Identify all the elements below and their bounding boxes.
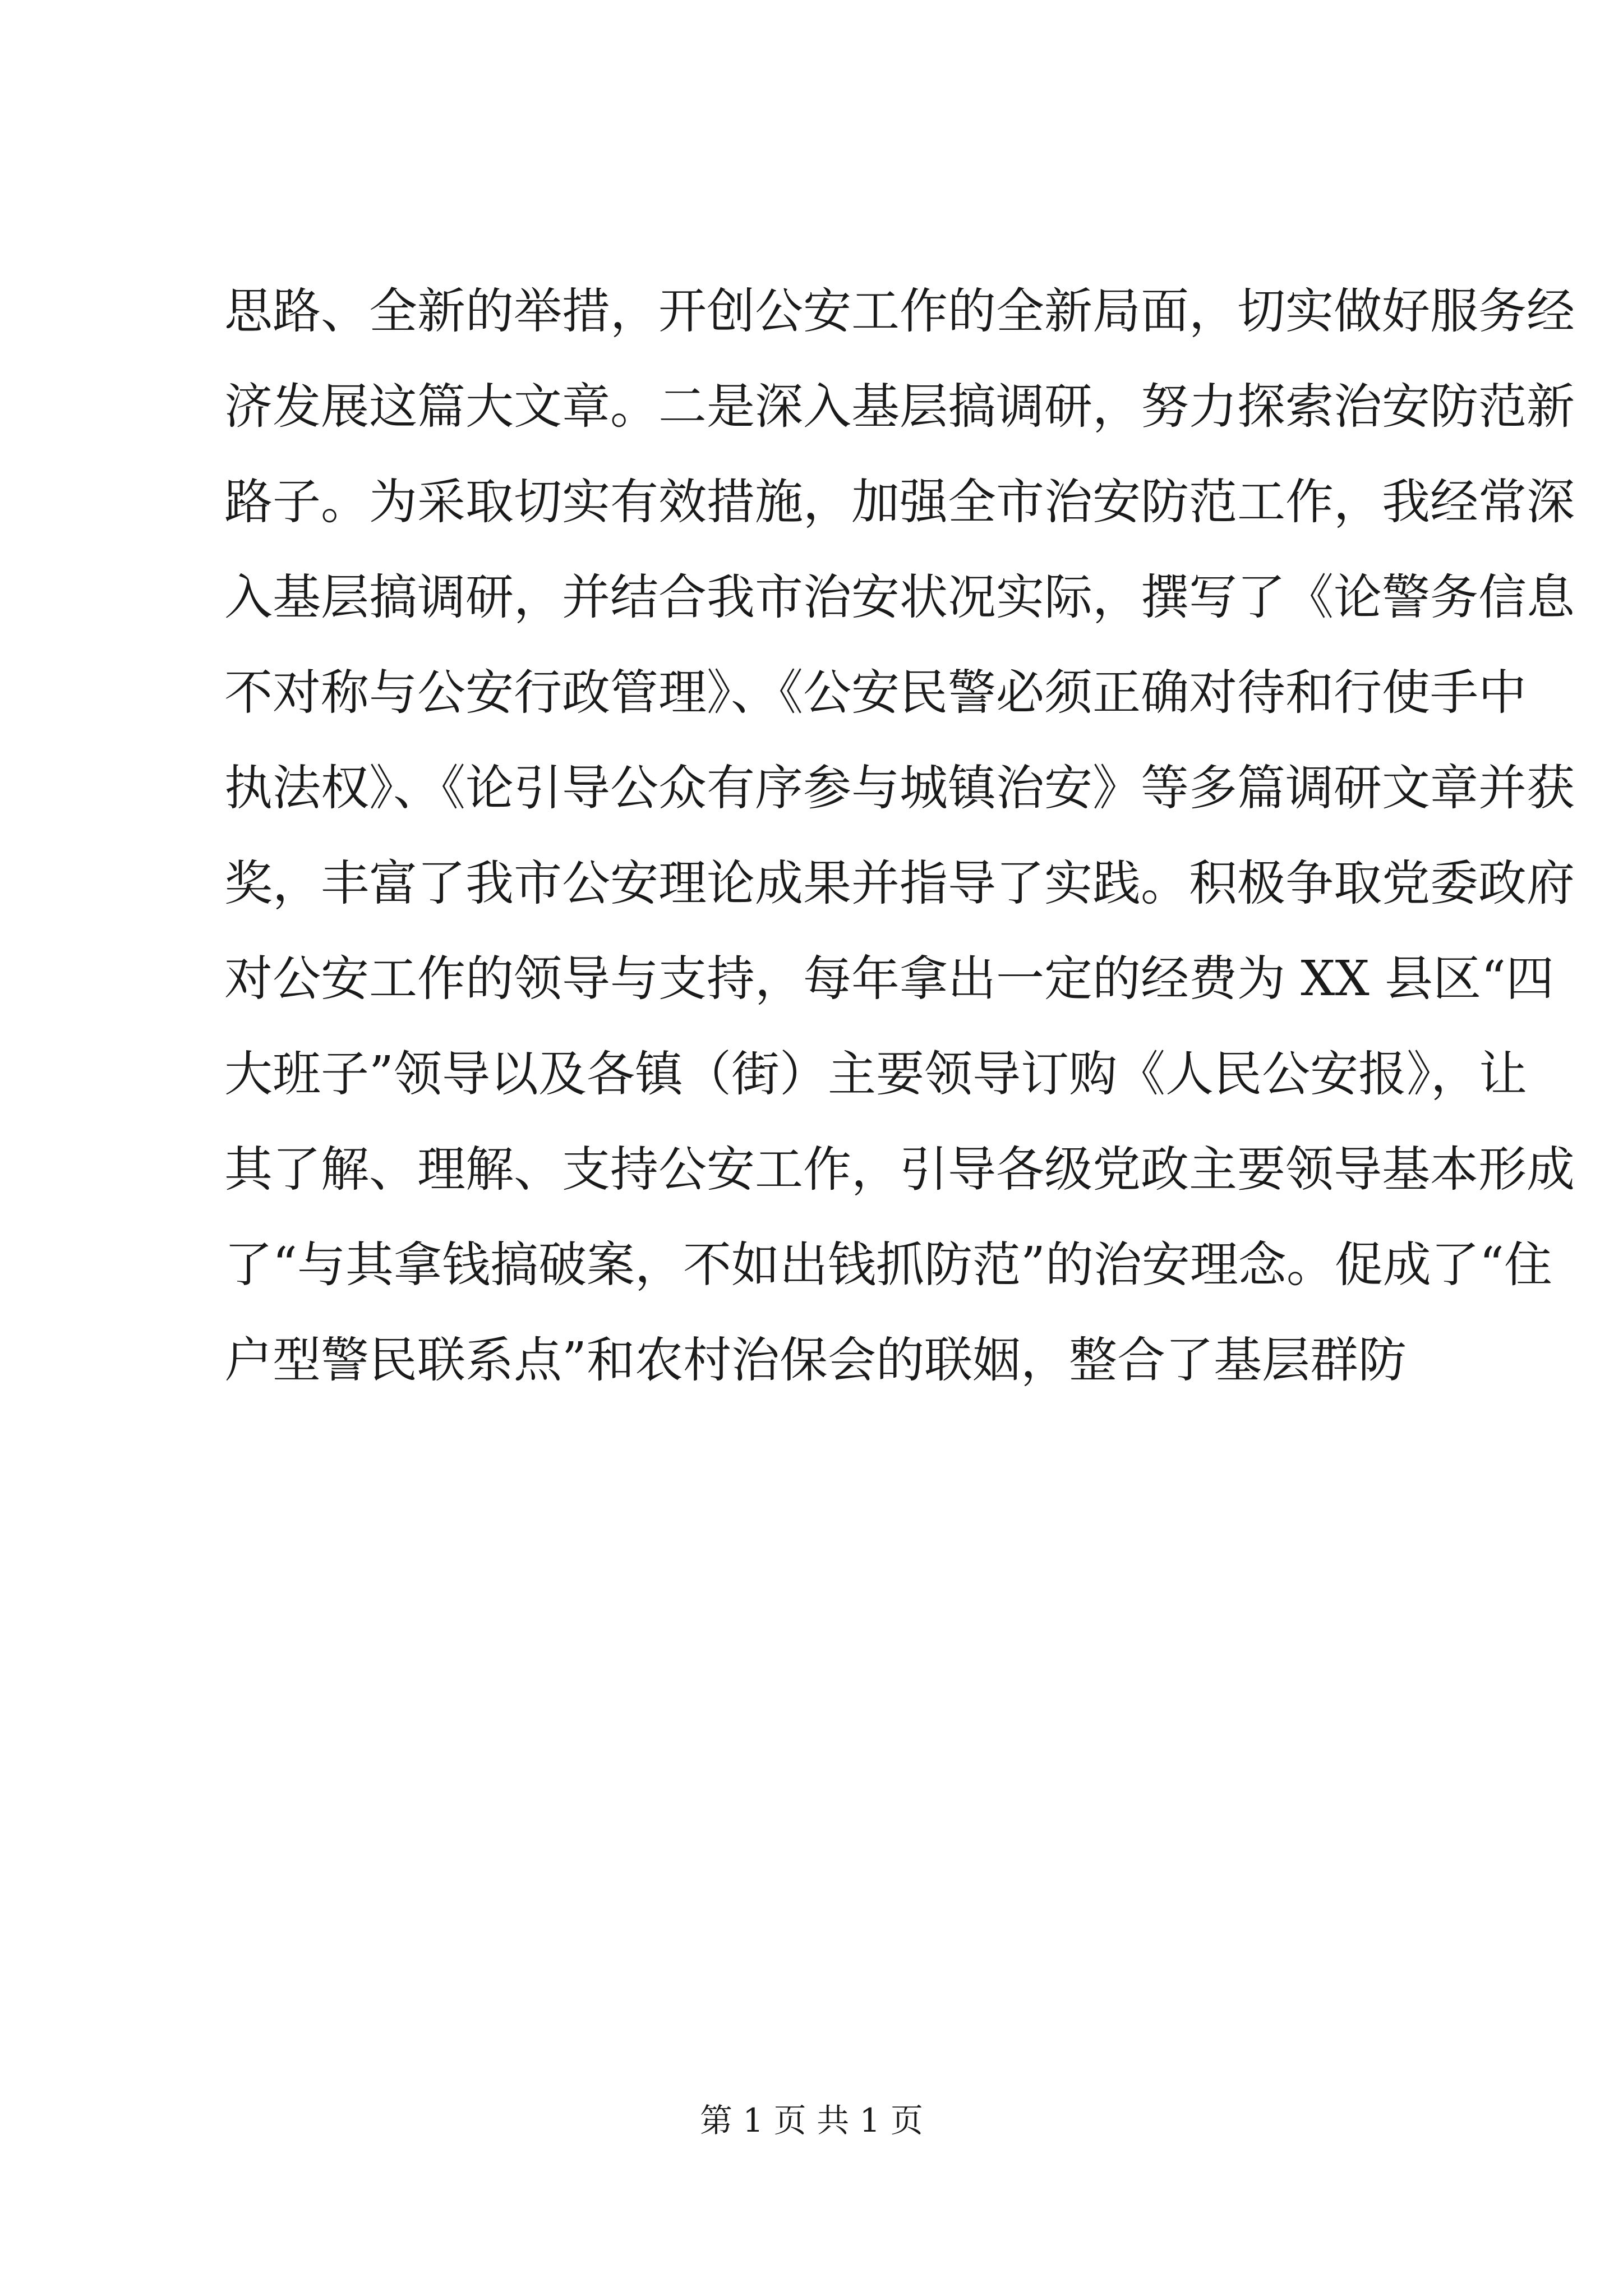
text-line: 路子。为采取切实有效措施，加强全市治安防范工作，我经常深 bbox=[224, 474, 1575, 530]
text-line: 大班子”领导以及各镇（街）主要领导订购《人民公安报》，让 bbox=[224, 1046, 1527, 1102]
text-line: 奖，丰富了我市公安理论成果并指导了实践。积极争取党委政府 bbox=[224, 855, 1575, 912]
text-line: 执法权》、《论引导公众有序参与城镇治安》等多篇调研文章并获 bbox=[224, 760, 1575, 816]
text-line: 不对称与公安行政管理》、《公安民警必须正确对待和行使手中 bbox=[224, 665, 1527, 721]
text-line: 济发展这篇大文章。二是深入基层搞调研，努力探索治安防范新 bbox=[224, 379, 1575, 435]
body-paragraph bbox=[224, 264, 1575, 1408]
text-line: 对公安工作的领导与支持，每年拿出一定的经费为 XX 县区“四 bbox=[224, 951, 1555, 1007]
page-number-footer: 第 1 页 共 1 页 bbox=[700, 2101, 923, 2139]
text-line: 其了解、理解、支持公安工作，引导各级党政主要领导基本形成 bbox=[224, 1142, 1575, 1198]
text-line: 了“与其拿钱搞破案，不如出钱抓防范”的治安理念。促成了“住 bbox=[224, 1237, 1552, 1293]
text-line: 户型警民联系点”和农村治保会的联姻，整合了基层群防 bbox=[224, 1332, 1407, 1388]
text-line: 思路、全新的举措，开创公安工作的全新局面，切实做好服务经 bbox=[224, 283, 1575, 339]
text-line: 入基层搞调研，并结合我市治安状况实际，撰写了《论警务信息 bbox=[224, 569, 1575, 625]
